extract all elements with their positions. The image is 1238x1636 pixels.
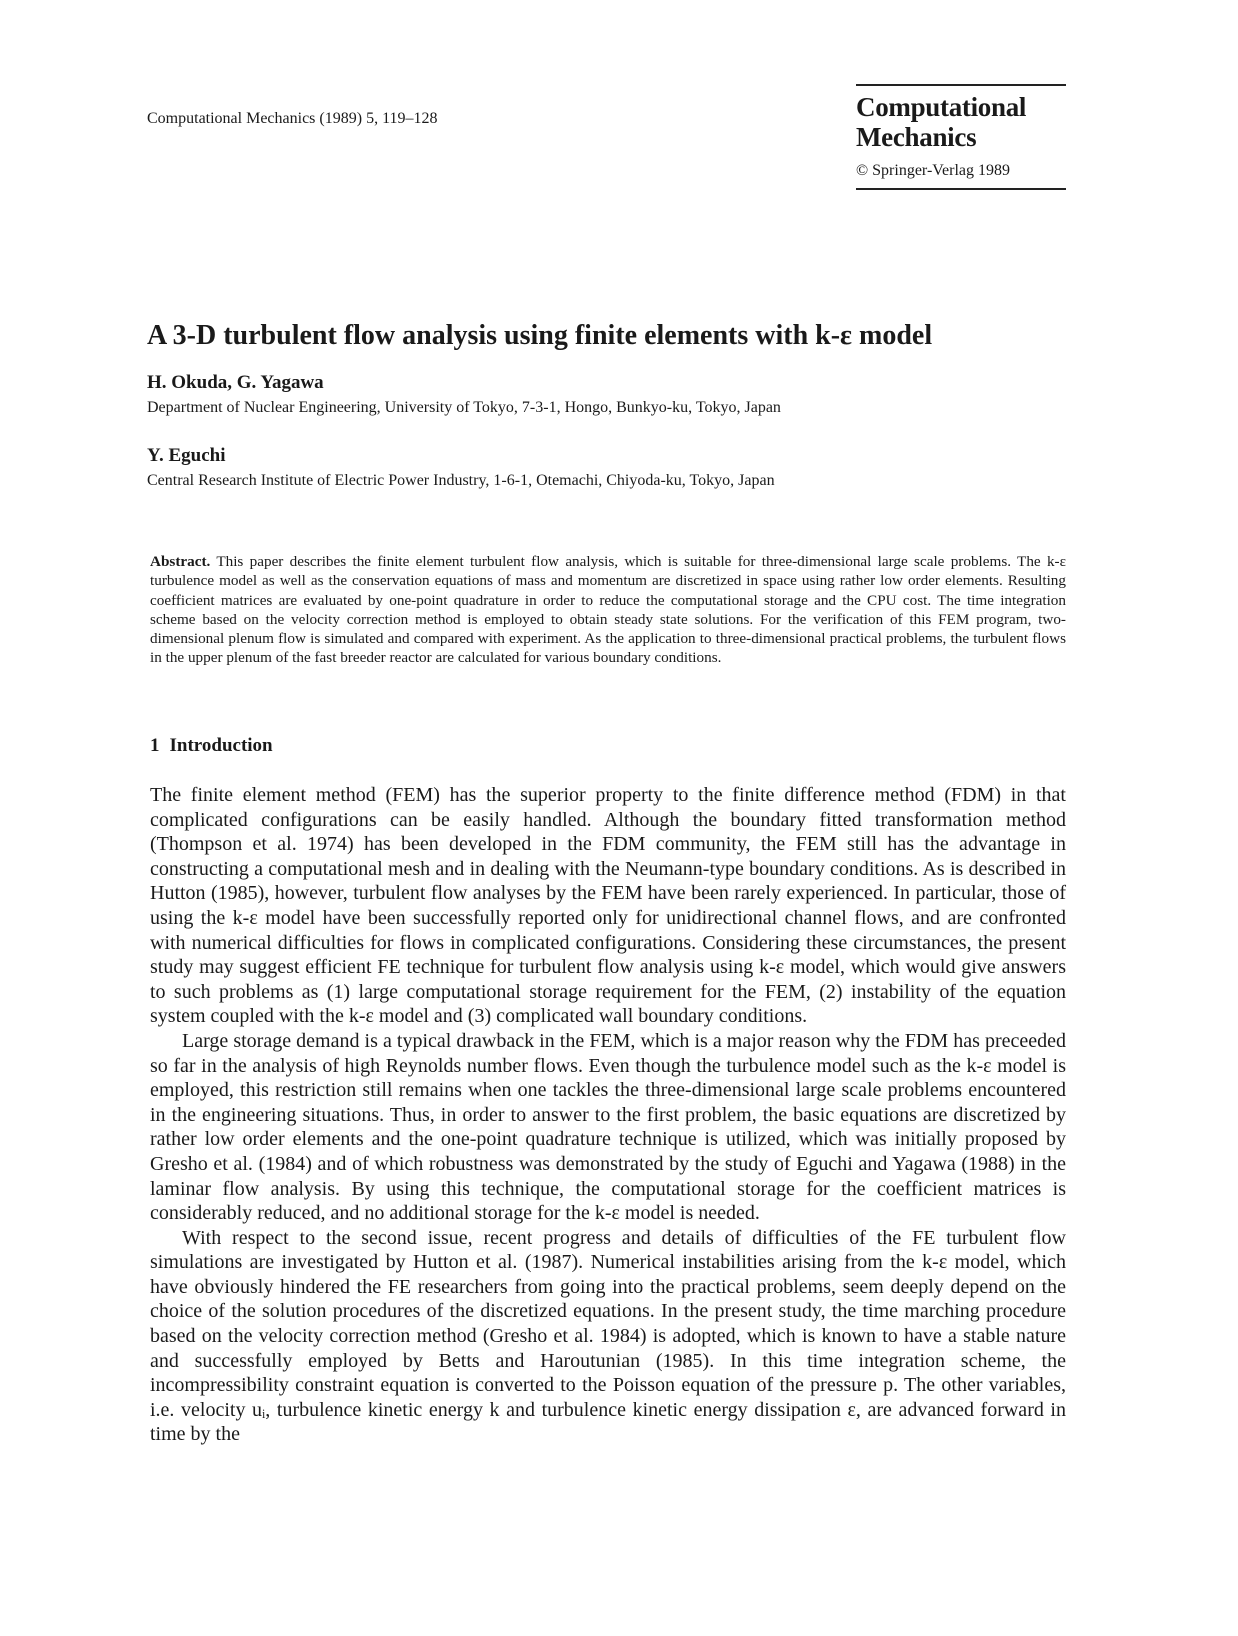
section-number: 1 bbox=[150, 735, 160, 756]
author-names-1: H. Okuda, G. Yagawa bbox=[147, 372, 324, 393]
copyright-notice: © Springer-Verlag 1989 bbox=[856, 162, 1011, 179]
paper-title: A 3-D turbulent flow analysis using finite elements with k-ε model bbox=[147, 320, 933, 351]
journal-citation: Computational Mechanics (1989) 5, 119–128 bbox=[147, 110, 438, 127]
section-heading bbox=[150, 735, 273, 757]
abstract-label: Abstract. bbox=[150, 553, 211, 570]
journal-name-line1: Computational bbox=[856, 92, 1027, 122]
journal-name-line2: Mechanics bbox=[856, 122, 977, 152]
section-title: Introduction bbox=[169, 735, 273, 756]
body-paragraph: The finite element method (FEM) has the superior property to the finite difference method (FDM) in that complicated configurations can be easily handled. Although the boundary fitted transformation method (Thompson et al. 1974) has been developed in the FDM community, the FEM still has the advantage in constructing a computational mesh and in dealing with the Neumann-type boundary conditions. As is described in Hutton (1985), however, turbulent flow analyses by the FEM have been rarely experienced. In particular, those of using the k-ε model have been successfully reported only for unidirectional channel flows, and are confronted with numerical difficulties for flows in complicated configurations. Considering these circumstances, the present study may suggest efficient FE technique for turbulent flow analysis using k-ε model, which would give answers to such problems as (1) large computational storage requirement for the FEM, (2) instability of the equation system coupled with the k-ε model and (3) complicated wall boundary conditions. bbox=[150, 784, 1066, 1028]
journal-logo-block bbox=[856, 84, 1066, 190]
body-paragraph: Large storage demand is a typical drawback in the FEM, which is a major reason why the FDM has preceeded so far in the analysis of high Reynolds number flows. Even though the turbulence model such as the k-ε model is employed, this restriction still remains when one tackles the three-dimensional large scale problems encountered in the engineering situations. Thus, in order to answer to the first problem, the basic equations are discretized by rather low order elements and the one-point quadrature technique is utilized, which was initially proposed by Gresho et al. (1984) and of which robustness was demonstrated by the study of Eguchi and Yagawa (1988) in the laminar flow analysis. By using this technique, the computational storage for the coefficient matrices is considerably reduced, and no additional storage for the k-ε model is needed. bbox=[150, 1029, 1066, 1225]
author-affiliation-1: Department of Nuclear Engineering, University of Tokyo, 7-3-1, Hongo, Bunkyo-ku, Tokyo, Japan bbox=[147, 399, 781, 416]
author-affiliation-2: Central Research Institute of Electric Power Industry, 1-6-1, Otemachi, Chiyoda-ku, Tokyo, Japan bbox=[147, 472, 775, 489]
abstract bbox=[150, 552, 1066, 668]
author-names-2: Y. Eguchi bbox=[147, 445, 226, 466]
abstract-text: This paper describes the finite element turbulent flow analysis, which is suitable for three-dimensional large scale problems. The k-ε turbulence model as well as the conservation equations of mass and momentum are discretized in space using rather low order elements. Resulting coefficient matrices are evaluated by one-point quadrature in order to reduce the computational storage and the CPU cost. The time integration scheme based on the velocity correction method is employed to obtain steady state solutions. For the verification of this FEM program, two-dimensional plenum flow is simulated and compared with experiment. As the application to three-dimensional practical problems, the turbulent flows in the upper plenum of the fast breeder reactor are calculated for various boundary conditions. bbox=[150, 553, 1066, 667]
body-paragraph: With respect to the second issue, recent progress and details of difficulties of the FE turbulent flow simulations are investigated by Hutton et al. (1987). Numerical instabilities arising from the k-ε model, which have obviously hindered the FE researchers from going into the practical problems, seem deeply depend on the choice of the solution procedures of the discretized equations. In the present study, the time marching procedure based on the velocity correction method (Gresho et al. 1984) is adopted, which is known to have a stable nature and successfully employed by Betts and Haroutunian (1985). In this time integration scheme, the incompressibility constraint equation is converted to the Poisson equation of the pressure p. The other variables, i.e. velocity uᵢ, turbulence kinetic energy k and turbulence kinetic energy dissipation ε, are advanced forward in time by the bbox=[150, 1226, 1066, 1446]
introduction-body bbox=[150, 783, 1066, 1447]
